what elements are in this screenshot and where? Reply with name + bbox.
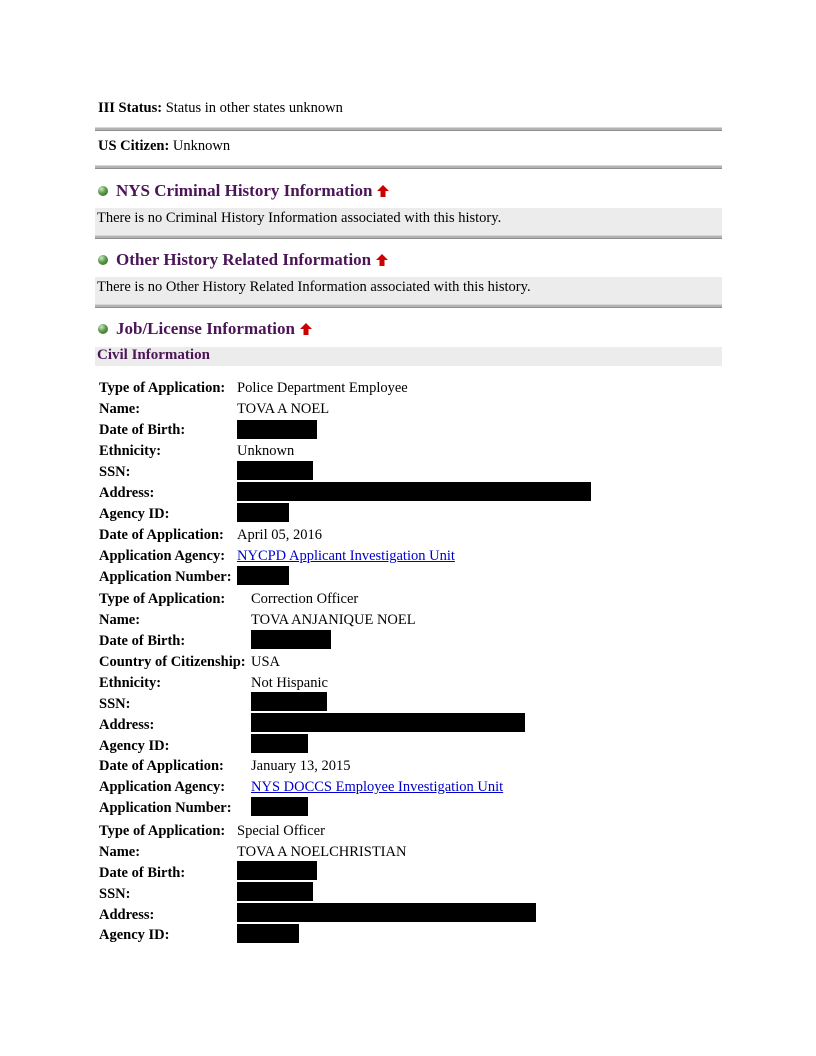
iii-status-line	[98, 100, 722, 117]
divider	[95, 165, 722, 169]
application-number-label: Application Number:	[99, 800, 232, 816]
name-label: Name:	[99, 612, 141, 628]
redaction-box	[237, 903, 536, 922]
ssn-label: SSN:	[99, 696, 131, 712]
application-agency-label: Application Agency:	[99, 548, 226, 564]
ssn-label: SSN:	[99, 886, 131, 902]
iii-status-label: III Status:	[98, 100, 163, 116]
date-of-application-label: Date of Application:	[99, 527, 224, 543]
type-of-application-value: Correction Officer	[251, 591, 359, 607]
date-of-application-value: January 13, 2015	[251, 758, 351, 774]
redaction-box	[237, 861, 317, 880]
redaction-box	[237, 503, 289, 522]
bullet-icon	[98, 324, 108, 334]
bullet-icon	[98, 186, 108, 196]
ethnicity-label: Ethnicity:	[99, 675, 162, 691]
redaction-box	[251, 630, 331, 649]
section-title: Job/License Information	[116, 319, 295, 338]
redaction-box	[251, 692, 327, 711]
redaction-box	[237, 482, 591, 501]
date-of-birth-label: Date of Birth:	[99, 633, 186, 649]
application-number-label: Application Number:	[99, 569, 232, 585]
country-of-citizenship-label: Country of Citizenship:	[99, 654, 246, 670]
redaction-box	[251, 797, 308, 816]
redaction-box	[237, 924, 299, 943]
divider	[95, 235, 722, 239]
address-label: Address:	[99, 717, 155, 733]
type-of-application-label: Type of Application:	[99, 380, 226, 396]
section-job-heading	[98, 316, 313, 342]
address-label: Address:	[99, 485, 155, 501]
redaction-box	[251, 713, 525, 732]
name-label: Name:	[99, 401, 141, 417]
divider	[95, 304, 722, 308]
section-other-heading	[98, 247, 389, 273]
redaction-box	[237, 420, 317, 439]
application-agency-link-wrap	[251, 779, 503, 796]
name-label: Name:	[99, 844, 141, 860]
criminal-info-text: There is no Criminal History Information associated with this history.	[97, 210, 502, 226]
us-citizen-label: US Citizen:	[98, 138, 170, 154]
type-of-application-label: Type of Application:	[99, 591, 226, 607]
ethnicity-value: Not Hispanic	[251, 675, 328, 691]
us-citizen-line	[98, 138, 722, 155]
type-of-application-value: Special Officer	[237, 823, 325, 839]
name-value: TOVA ANJANIQUE NOEL	[251, 612, 416, 628]
redaction-box	[237, 461, 313, 480]
agency-id-label: Agency ID:	[99, 927, 170, 943]
ssn-label: SSN:	[99, 464, 131, 480]
name-value: TOVA A NOEL	[237, 401, 330, 417]
redaction-box	[237, 882, 313, 901]
country-of-citizenship-value: USA	[251, 654, 281, 670]
back-to-top-arrow-icon[interactable]	[375, 253, 389, 267]
type-of-application-label: Type of Application:	[99, 823, 226, 839]
section-title: NYS Criminal History Information	[116, 181, 373, 200]
civil-info-title: Civil Information	[97, 347, 210, 363]
back-to-top-arrow-icon[interactable]	[376, 184, 390, 198]
section-title: Other History Related Information	[116, 250, 372, 269]
ethnicity-label: Ethnicity:	[99, 443, 162, 459]
divider	[95, 127, 722, 131]
agency-id-label: Agency ID:	[99, 506, 170, 522]
date-of-application-value: April 05, 2016	[237, 527, 322, 543]
date-of-birth-label: Date of Birth:	[99, 865, 186, 881]
date-of-application-label: Date of Application:	[99, 758, 224, 774]
type-of-application-value: Police Department Employee	[237, 380, 408, 396]
agency-id-label: Agency ID:	[99, 738, 170, 754]
section-criminal-heading	[98, 178, 390, 204]
date-of-birth-label: Date of Birth:	[99, 422, 186, 438]
application-agency-label: Application Agency:	[99, 779, 226, 795]
us-citizen-value: Unknown	[172, 138, 231, 154]
back-to-top-arrow-icon[interactable]	[299, 322, 313, 336]
application-agency-link[interactable]: NYCPD Applicant Investigation Unit	[237, 548, 455, 564]
application-agency-link-wrap	[237, 548, 455, 565]
redaction-box	[251, 734, 308, 753]
other-info-text: There is no Other History Related Information associated with this history.	[97, 279, 531, 295]
bullet-icon	[98, 255, 108, 265]
address-label: Address:	[99, 907, 155, 923]
redaction-box	[237, 566, 289, 585]
iii-status-value: Status in other states unknown	[165, 100, 343, 116]
application-agency-link[interactable]: NYS DOCCS Employee Investigation Unit	[251, 779, 504, 795]
ethnicity-value: Unknown	[237, 443, 295, 459]
name-value: TOVA A NOELCHRISTIAN	[237, 844, 407, 860]
